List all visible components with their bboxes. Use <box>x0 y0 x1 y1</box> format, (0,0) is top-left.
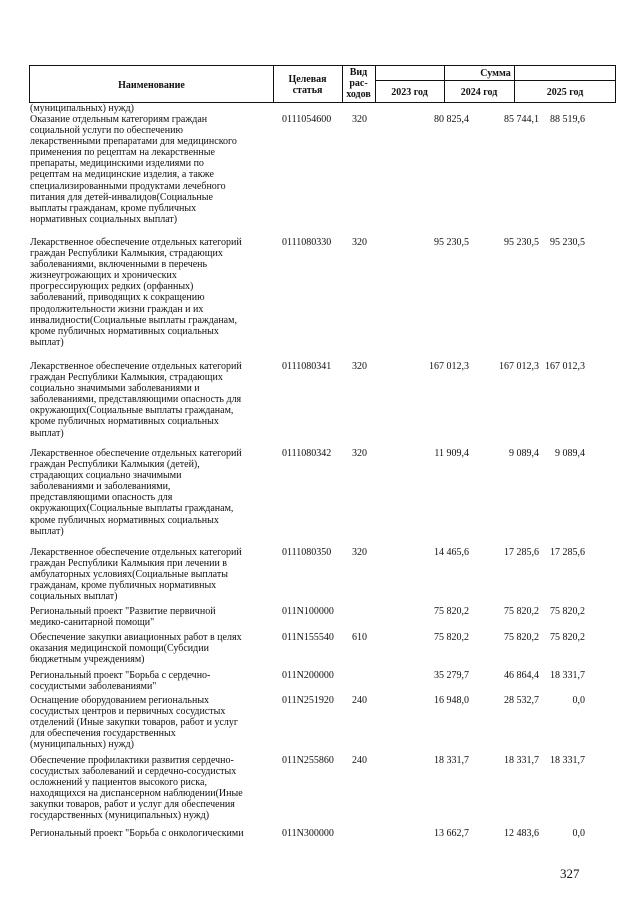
row-name: Обеспечение закупки авиационных работ в целях оказания медицинской помощи(Субсидии бюджетным учреждениям) <box>30 632 242 666</box>
row-2023: 35 279,7 <box>434 670 469 681</box>
row-2024: 75 820,2 <box>504 606 539 617</box>
row-2024: 167 012,3 <box>499 361 539 372</box>
row-2025: 88 519,6 <box>550 114 585 125</box>
row-2024: 75 820,2 <box>504 632 539 643</box>
row-name: Региональный проект "Борьба с онкологическими <box>30 828 244 839</box>
page-number: 327 <box>560 866 580 881</box>
row-code: 011N100000 <box>282 606 334 617</box>
row-2023: 14 465,6 <box>434 547 469 558</box>
row-code: 011N255860 <box>282 755 334 766</box>
row-expense-type: 240 <box>352 755 367 766</box>
row-2023: 75 820,2 <box>434 632 469 643</box>
row-expense-type: 320 <box>352 547 367 558</box>
row-name: Оказание отдельным категориям граждан социальной услуги по обеспечению лекарственными препаратами для медицинского применения по рецептам на лекарственные препараты, медицинскими изделиями по рецептам на медицинские изделия, а также специализированными продуктами лечебного питания для детей-инвалидов(Социальные выплаты гражданам, кроме публичных нормативных социальных выплат) <box>30 114 237 225</box>
row-2025: 75 820,2 <box>550 606 585 617</box>
row-2024: 17 285,6 <box>504 547 539 558</box>
header-expense-type: Вид рас- ходов <box>346 67 371 100</box>
row-2024: 28 532,7 <box>504 695 539 706</box>
row-2024: 46 864,4 <box>504 670 539 681</box>
row-2024: 12 483,6 <box>504 828 539 839</box>
row-2023: 18 331,7 <box>434 755 469 766</box>
row-2023: 16 948,0 <box>434 695 469 706</box>
row-code: 0111080350 <box>282 547 332 558</box>
row-2023: 167 012,3 <box>429 361 469 372</box>
row-name: Обеспечение профилактики развития сердечно- сосудистых заболеваний и сердечно-сосудистых осложнений у пациентов высокого риска, находящихся на диспансерном наблюдении(Иные закупки товаров, работ и услуг для обеспечения государственных (муниципальных) нужд) <box>30 755 243 822</box>
row-expense-type: 320 <box>352 114 367 125</box>
row-2025: 75 820,2 <box>550 632 585 643</box>
row-expense-type: 320 <box>352 361 367 372</box>
row-code: 011N251920 <box>282 695 334 706</box>
row-2024: 9 089,4 <box>509 448 539 459</box>
header-sum: Сумма <box>480 68 511 79</box>
row-2025: 18 331,7 <box>550 670 585 681</box>
row-2023: 75 820,2 <box>434 606 469 617</box>
row-code: 011N155540 <box>282 632 334 643</box>
row-name: Оснащение оборудованием региональных сосудистых центров и первичных сосудистых отделений (Иные закупки товаров, работ и услуг для обеспечения государственных (муниципальных) нужд) <box>30 695 238 751</box>
row-expense-type: 320 <box>352 237 367 248</box>
row-code: 0111054600 <box>282 114 332 125</box>
row-expense-type: 240 <box>352 695 367 706</box>
row-2025: 9 089,4 <box>555 448 585 459</box>
row-2023: 11 909,4 <box>434 448 469 459</box>
row-2023: 95 230,5 <box>434 237 469 248</box>
row-2023: 80 825,4 <box>434 114 469 125</box>
row-code: 0111080342 <box>282 448 332 459</box>
row-name: Региональный проект "Развитие первичной медико-санитарной помощи" <box>30 606 216 629</box>
row-code: 0111080341 <box>282 361 332 372</box>
row-name: Лекарственное обеспечение отдельных категорий граждан Республики Калмыкия при лечении в амбулаторных условиях(Социальные выплаты гражданам, кроме публичных нормативных социальных выплат) <box>30 547 242 603</box>
header-2024: 2024 год <box>460 87 498 98</box>
row-2025: 17 285,6 <box>550 547 585 558</box>
row-2025: 0,0 <box>572 828 585 839</box>
row-name: Лекарственное обеспечение отдельных категорий граждан Республики Калмыкия, страдающих социально значимыми заболеваниями и заболеваниями, представляющими опасность для окружающих(Социальные выплаты гражданам, кроме публичных нормативных социальных выплат) <box>30 361 242 439</box>
row-code: 011N300000 <box>282 828 334 839</box>
row-code: 0111080330 <box>282 237 332 248</box>
row-2024: 18 331,7 <box>504 755 539 766</box>
row-2025: 95 230,5 <box>550 237 585 248</box>
header-name: Наименование <box>118 80 185 91</box>
header-target-article: Целевая статья <box>288 74 327 96</box>
row-2025: 18 331,7 <box>550 755 585 766</box>
row-expense-type: 320 <box>352 448 367 459</box>
header-2025: 2025 год <box>546 87 584 98</box>
row-2023: 13 662,7 <box>434 828 469 839</box>
row-2025: 0,0 <box>572 695 585 706</box>
row-2024: 85 744,1 <box>504 114 539 125</box>
row-name: Региональный проект "Борьба с сердечно- сосудистыми заболеваниями" <box>30 670 211 693</box>
row-code: 011N200000 <box>282 670 334 681</box>
table-header <box>29 65 616 103</box>
row-name: Лекарственное обеспечение отдельных категорий граждан Республики Калмыкия, страдающих заболеваниями, включенными в перечень жизнеугрожающих и хронических прогрессирующих редких (орфанных) заболеваний, приводящих к сокращению продолжительности жизни граждан и их инвалидности(Социальные выплаты гражданам, кроме публичных нормативных социальных выплат) <box>30 237 242 348</box>
row-expense-type: 610 <box>352 632 367 643</box>
row-2025: 167 012,3 <box>545 361 585 372</box>
header-2023: 2023 год <box>391 87 428 98</box>
row-2024: 95 230,5 <box>504 237 539 248</box>
row-name: (муниципальных) нужд) <box>30 103 134 114</box>
row-name: Лекарственное обеспечение отдельных категорий граждан Республики Калмыкия (детей), страдающих социально значимыми заболеваниями и заболеваниями, представляющими опасность для окружающих(Социальные выплаты гражданам, кроме публичных нормативных социальных выплат) <box>30 448 242 537</box>
